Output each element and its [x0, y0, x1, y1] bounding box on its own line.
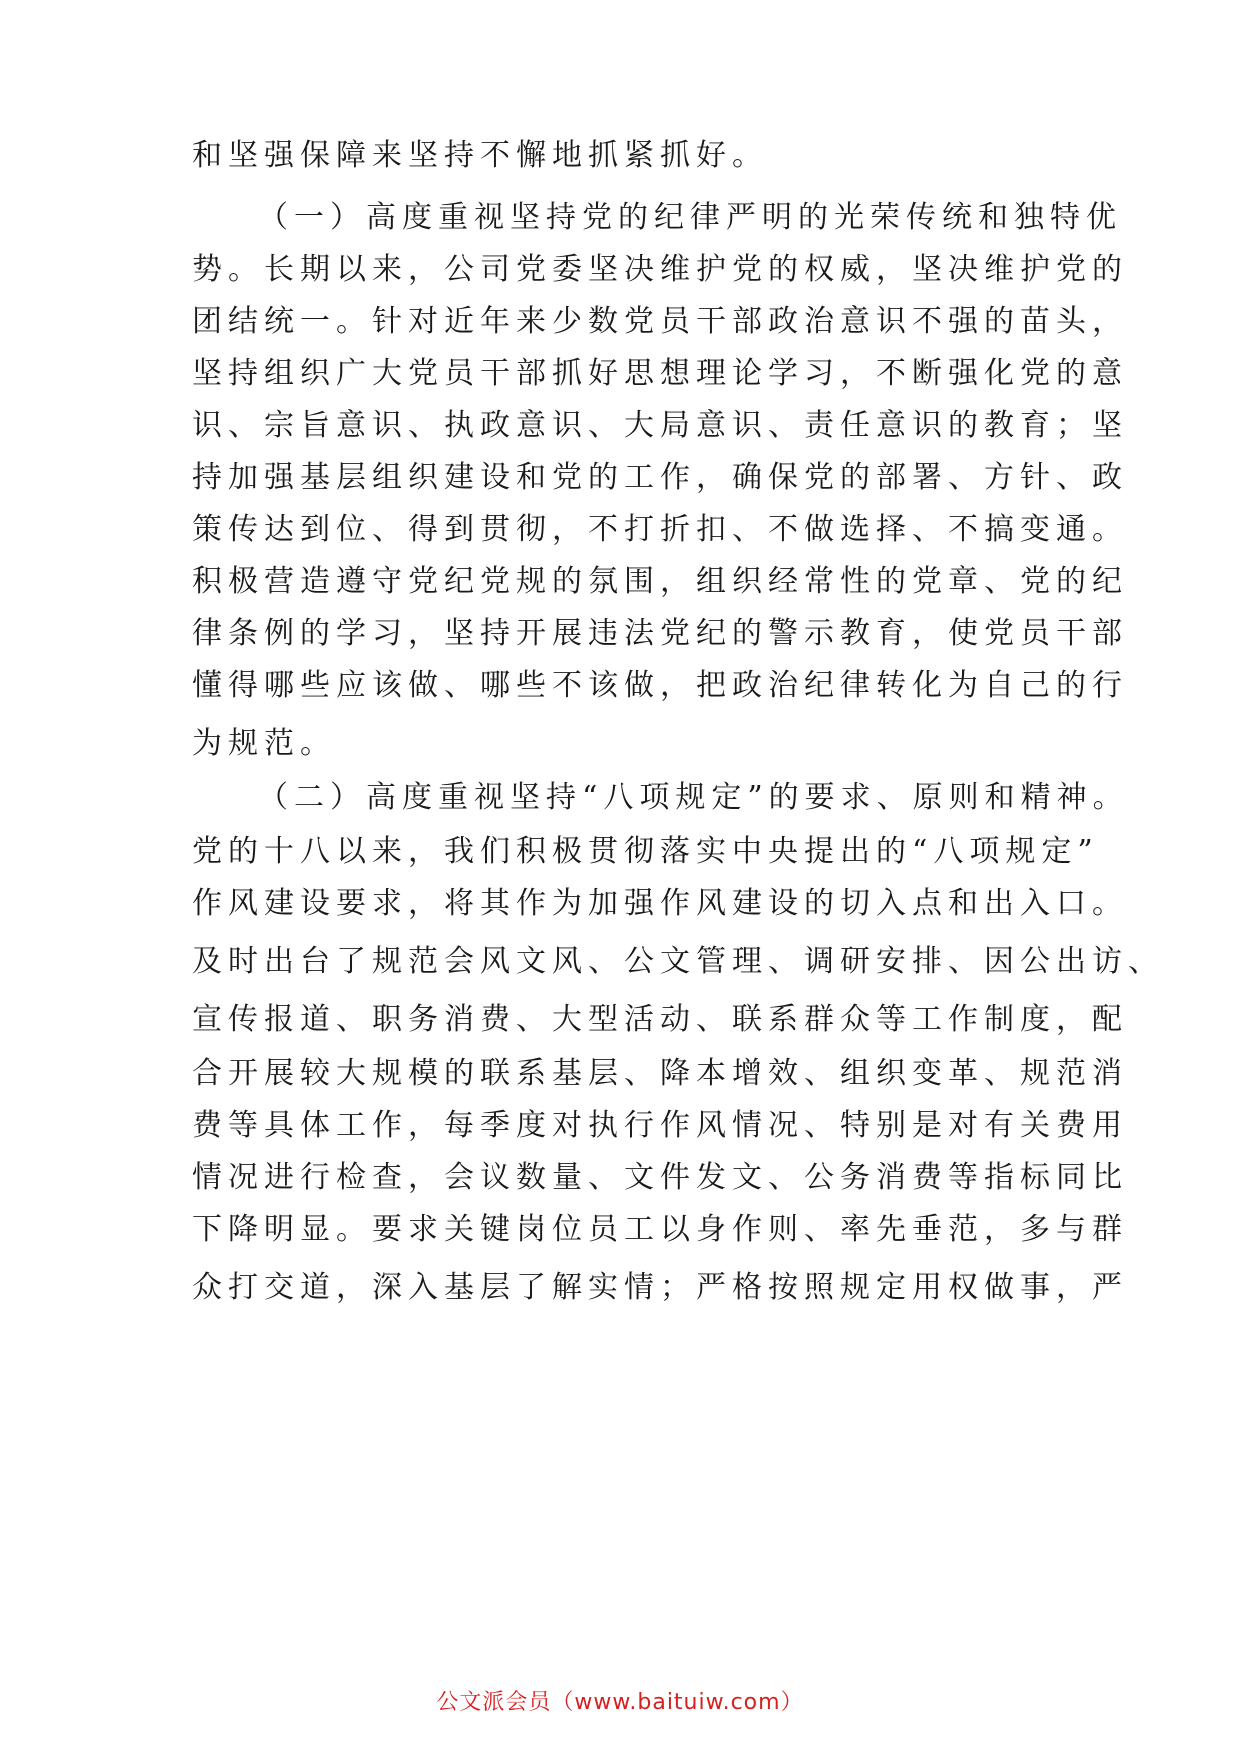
section-heading-line: （二）高度重视坚持“八项规定”的要求、原则和精神。: [258, 780, 1129, 815]
paragraph-line: 为规范。: [192, 726, 336, 761]
paragraph-line: 懂得哪些应该做、哪些不该做，把政治纪律转化为自己的行: [192, 668, 1128, 703]
paragraph-line: 及时出台了规范会风文风、公文管理、调研安排、因公出访、: [192, 944, 1164, 979]
paragraph-line: 费等具体工作，每季度对执行作风情况、特别是对有关费用: [192, 1108, 1128, 1143]
footer-watermark-link[interactable]: [0, 1688, 1240, 1718]
footer-text[interactable]: 公文派会员（www.baituiw.com）: [436, 1690, 804, 1715]
paragraph-line: 团结统一。针对近年来少数党员干部政治意识不强的苗头，: [192, 304, 1128, 339]
paragraph-line: 和坚强保障来坚持不懈地抓紧抓好。: [192, 138, 768, 173]
paragraph-line: 势。长期以来，公司党委坚决维护党的权威，坚决维护党的: [192, 252, 1128, 287]
paragraph-line: 下降明显。要求关键岗位员工以身作则、率先垂范，多与群: [192, 1212, 1128, 1247]
paragraph-line: 策传达到位、得到贯彻，不打折扣、不做选择、不搞变通。: [192, 512, 1128, 547]
paragraph-line: 众打交道，深入基层了解实情；严格按照规定用权做事，严: [192, 1270, 1128, 1305]
paragraph-line: 情况进行检查，会议数量、文件发文、公务消费等指标同比: [192, 1160, 1128, 1195]
paragraph-line: 作风建设要求，将其作为加强作风建设的切入点和出入口。: [192, 886, 1128, 921]
paragraph-line: 宣传报道、职务消费、大型活动、联系群众等工作制度，配: [192, 1002, 1128, 1037]
paragraph-line: 律条例的学习，坚持开展违法党纪的警示教育，使党员干部: [192, 616, 1128, 651]
paragraph-line: 持加强基层组织建设和党的工作，确保党的部署、方针、政: [192, 460, 1128, 495]
paragraph-line: 党的十八以来，我们积极贯彻落实中央提出的“八项规定”: [192, 834, 1099, 869]
paragraph-line: 合开展较大规模的联系基层、降本增效、组织变革、规范消: [192, 1056, 1128, 1091]
section-heading-line: （一）高度重视坚持党的纪律严明的光荣传统和独特优: [258, 200, 1122, 235]
paragraph-line: 坚持组织广大党员干部抓好思想理论学习，不断强化党的意: [192, 356, 1128, 391]
paragraph-line: 识、宗旨意识、执政意识、大局意识、责任意识的教育；坚: [192, 408, 1128, 443]
paragraph-line: 积极营造遵守党纪党规的氛围，组织经常性的党章、党的纪: [192, 564, 1128, 599]
